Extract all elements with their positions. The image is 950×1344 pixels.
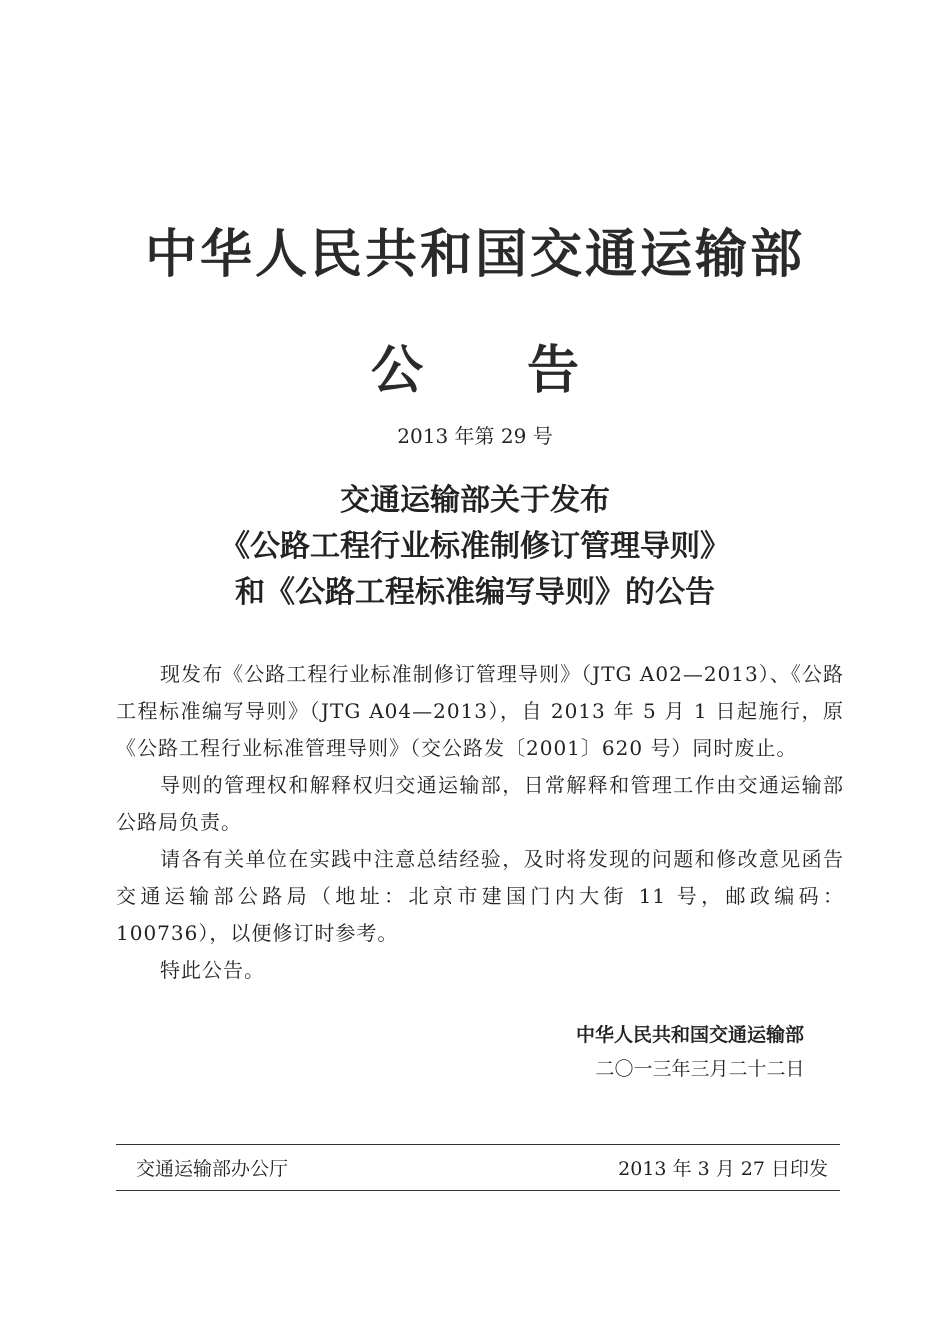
signature-date: 二〇一三年三月二十二日 [595, 1058, 805, 1080]
footer-print-date: 2013 年 3 月 27 日印发 [618, 1158, 828, 1180]
signature-block [560, 1018, 820, 1086]
body-paragraph-2: 导则的管理权和解释权归交通运输部，日常解释和管理工作由交通运输部公路局负责。 [116, 773, 844, 834]
issuing-agency-heading: 中华人民共和国交通运输部 [144, 224, 805, 285]
footer-top-divider [116, 1144, 840, 1145]
body-paragraph-1: 现发布《公路工程行业标准制修订管理导则》（JTG A02—2013）、《公路工程标准编写导则》（JTG A04—2013），自 2013 年 5 月 1 日起施行，原《公路工程行业标准管理导则》（交公路发〔2001〕620 号）同时废止。 [116, 662, 844, 760]
title-line-1: 交通运输部关于发布 [340, 483, 610, 518]
notice-body [116, 656, 844, 989]
notice-title [0, 478, 950, 616]
title-line-2: 《公路工程行业标准制修订管理导则》 [220, 529, 730, 564]
body-paragraph-3: 请各有关单位在实践中注意总结经验，及时将发现的问题和修改意见函告交通运输部公路局（地址：北京市建国门内大街 11 号，邮政编码：100736），以便修订时参考。 [116, 847, 844, 945]
doc-type-char-1: 公 [370, 340, 423, 401]
document-type-heading [0, 328, 950, 403]
body-paragraph-4: 特此公告。 [160, 958, 265, 982]
doc-type-char-2: 告 [527, 340, 580, 401]
footer-issuer: 交通运输部办公厅 [136, 1158, 289, 1180]
signature-agency: 中华人民共和国交通运输部 [575, 1024, 804, 1046]
footer-bottom-divider [116, 1190, 840, 1191]
document-number: 2013 年第 29 号 [397, 424, 553, 448]
title-line-3: 和《公路工程标准编写导则》的公告 [235, 575, 715, 610]
